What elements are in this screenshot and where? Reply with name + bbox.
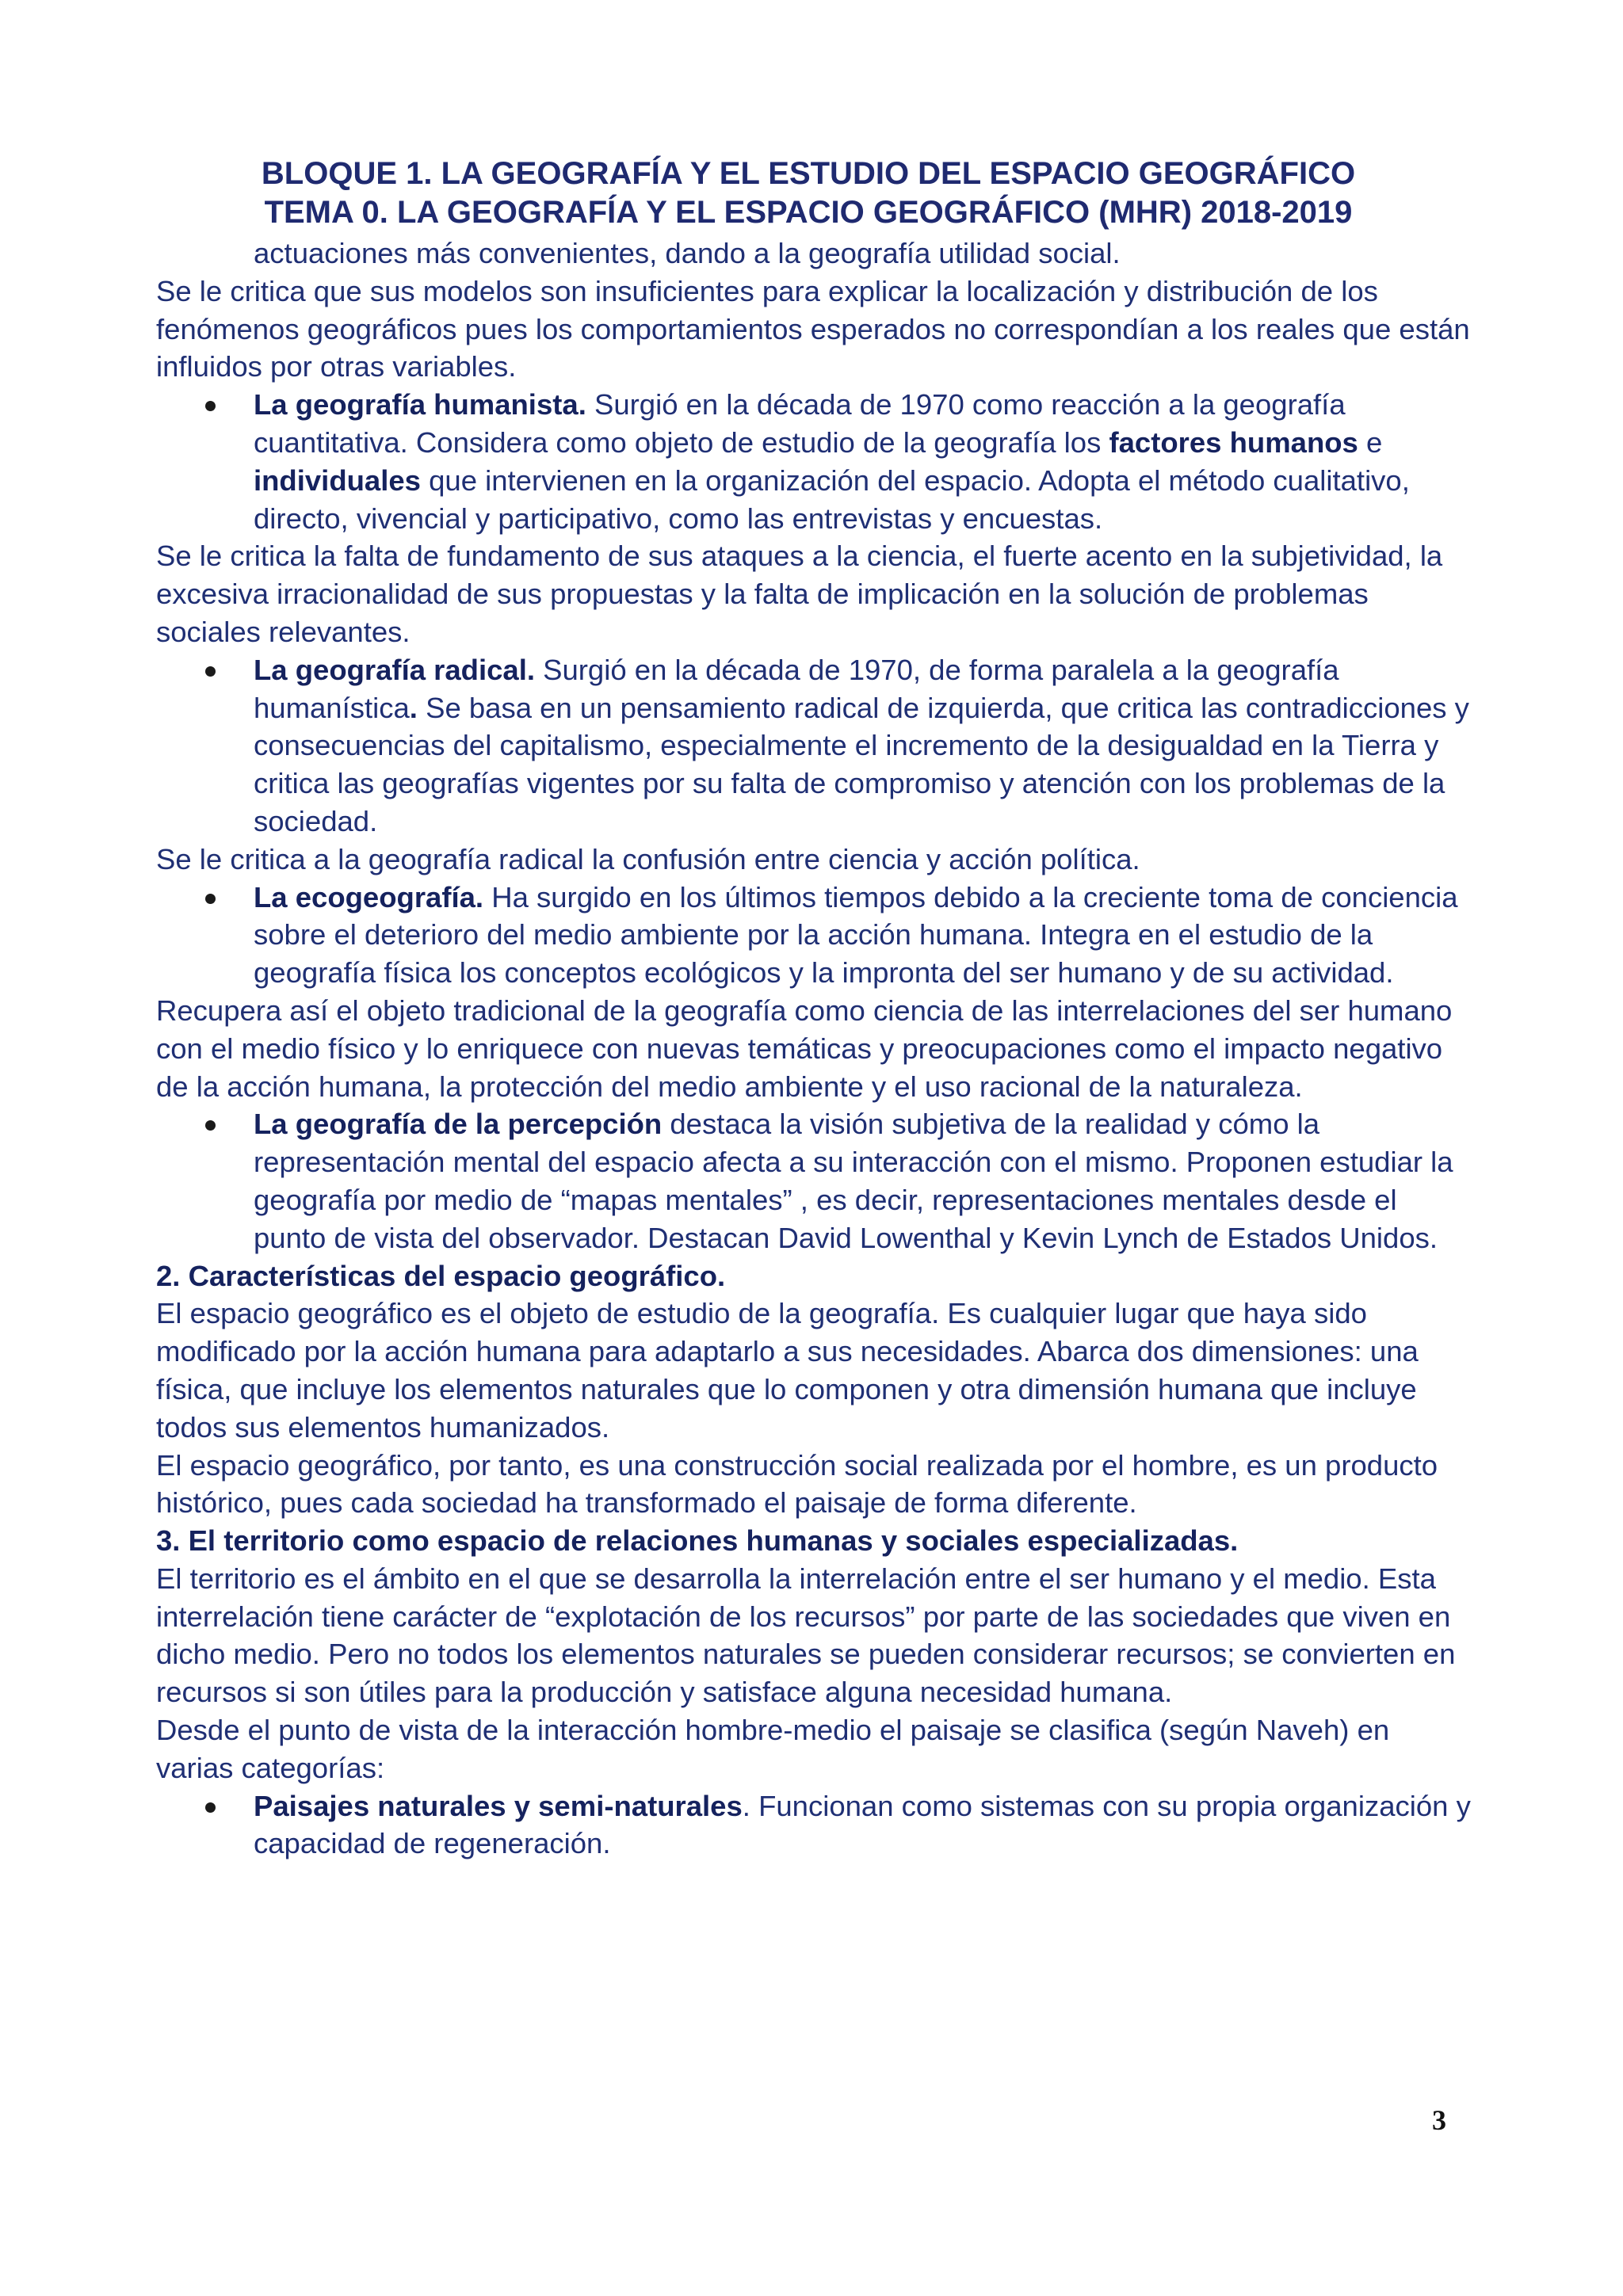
text-humanista-1: Surgió en la década de 1970 como reacción a la geografía cuantitativa. Considera como objeto de estudio de la geografía los — [254, 388, 1346, 459]
bold-period: . — [409, 691, 418, 724]
section-heading-2: 2. Características del espacio geográfico. — [156, 1259, 726, 1292]
bullet-icon — [205, 1120, 216, 1131]
list-item-humanista — [156, 386, 1472, 537]
paragraph-continued: actuaciones más convenientes, dando a la geografía utilidad social. — [254, 237, 1121, 269]
list-item-paisajes — [156, 1787, 1472, 1863]
paragraph-critica-humanista: Se le critica la falta de fundamento de sus ataques a la ciencia, el fuerte acento en la subjetividad, la excesiva irracionalidad de sus propuestas y la falta de implicación en la solución de problemas sociales relevantes. — [156, 540, 1443, 648]
paragraph-critica-radical: Se le critica a la geografía radical la confusión entre ciencia y acción política. — [156, 842, 1140, 875]
bullet-icon — [205, 1802, 216, 1813]
text-radical-1: Surgió en la década de 1970, de forma paralela a la geografía humanística — [254, 653, 1339, 724]
paragraph-recupera: Recupera así el objeto tradicional de la geografía como ciencia de las interrelaciones del ser humano con el medio físico y lo enriquece con nuevas temáticas y preocupaciones como el impacto negativo de la acción humana, la protección del medio ambiente y el uso racional de la naturaleza. — [156, 994, 1453, 1103]
term-paisajes: Paisajes naturales y semi-naturales — [254, 1789, 743, 1822]
header-line-tema: TEMA 0. LA GEOGRAFÍA Y EL ESPACIO GEOGRÁFICO (MHR) 2018-2019 — [264, 195, 1353, 230]
paragraph-espacio-2: El espacio geográfico, por tanto, es una construcción social realizada por el hombre, es un producto histórico, pues cada sociedad ha transformado el paisaje de forma diferente. — [156, 1448, 1438, 1520]
term-humanista: La geografía humanista. — [254, 388, 586, 421]
text-percepcion: destaca la visión subjetiva de la realidad y cómo la representación mental del espacio afecta a su interacción con el mismo. Proponen estudiar la geografía por medio de “mapas mentales” , es decir, representaciones mentales desde el punto de vista del observador. Destacan David Lowenthal y Kevin Lynch de Estados Unidos. — [254, 1108, 1453, 1254]
term-radical: La geografía radical. — [254, 653, 535, 686]
paragraph-naveh: Desde el punto de vista de la interacción hombre-medio el paisaje se clasifica (según Naveh) en varias categorías: — [156, 1714, 1390, 1784]
term-percepcion: La geografía de la percepción — [254, 1108, 663, 1141]
section-heading-3: 3. El territorio como espacio de relaciones humanas y sociales especializadas. — [156, 1524, 1239, 1558]
text-ecogeografia: Ha surgido en los últimos tiempos debido a la creciente toma de conciencia sobre el deterioro del medio ambiente por la acción humana. Integra en el estudio de la geografía física los conceptos ecológicos y la impronta del ser humano y de su actividad. — [254, 880, 1458, 990]
term-ecogeografia: La ecogeografía. — [254, 880, 484, 913]
page-number: 3 — [1432, 2104, 1446, 2136]
document-body — [156, 235, 1472, 1863]
text-humanista-2: e — [1358, 425, 1383, 459]
term-factores-humanos: factores humanos — [1109, 425, 1358, 459]
text-radical-2: Se basa en un pensamiento radical de izquierda, que critica las contradicciones y consecuencias del capitalismo, especialmente el incremento de la desigualdad en la Tierra y critica las geografías vigentes por su falta de compromiso y atención con los problemas de la sociedad. — [254, 691, 1469, 837]
paragraph-territorio: El territorio es el ámbito en el que se desarrolla la interrelación entre el ser humano y el medio. Esta interrelación tiene carácter de “explotación de los recursos” por parte de las sociedades que viven en dicho medio. Pero no todos los elementos naturales se pueden considerar recursos; se convierten en recursos si son útiles para la producción y satisface alguna necesidad humana. — [156, 1562, 1456, 1709]
list-item-percepcion — [156, 1105, 1472, 1257]
paragraph-espacio-1: El espacio geográfico es el objeto de estudio de la geografía. Es cualquier lugar que haya sido modificado por la acción humana para adaptarlo a sus necesidades. Abarca dos dimensiones: una física, que incluye los elementos naturales que lo componen y otra dimensión humana que incluye todos sus elementos humanizados. — [156, 1297, 1419, 1444]
bullet-icon — [205, 894, 216, 904]
list-item-radical — [156, 651, 1472, 841]
text-humanista-3: que intervienen en la organización del espacio. Adopta el método cualitativo, directo, vivencial y participativo, como las entrevistas y encuestas. — [254, 463, 1410, 535]
bullet-icon — [205, 666, 216, 677]
document-header — [151, 154, 1466, 232]
text-paisajes: . Funcionan como sistemas con su propia organización y capacidad de regeneración. — [254, 1789, 1471, 1860]
term-individuales: individuales — [254, 463, 421, 497]
bullet-icon — [205, 401, 216, 411]
list-item-ecogeografia — [156, 879, 1472, 992]
paragraph-critica-cuantitativa: Se le critica que sus modelos son insuficientes para explicar la localización y distribución de los fenómenos geográficos pues los comportamientos esperados no correspondían a los reales que están influidos por otras variables. — [156, 274, 1470, 383]
header-line-bloque: BLOQUE 1. LA GEOGRAFÍA Y EL ESTUDIO DEL ESPACIO GEOGRÁFICO — [261, 156, 1356, 191]
